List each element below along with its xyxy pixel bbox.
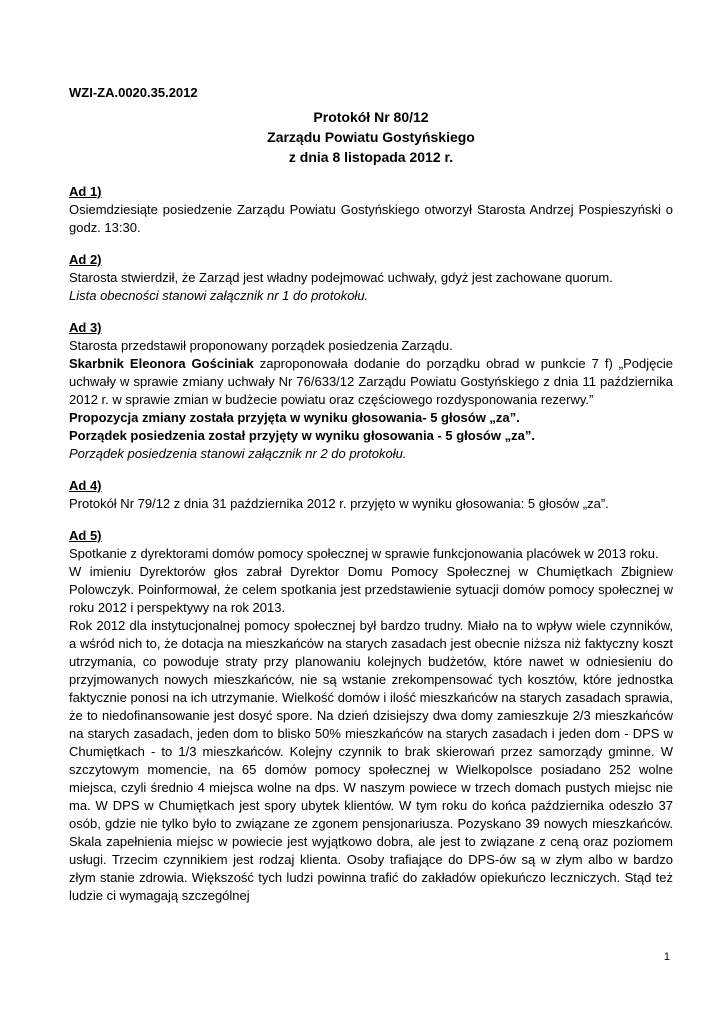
reference-number: WZI-ZA.0020.35.2012 [69,85,198,100]
section-heading: Ad 4) [69,478,102,493]
section-ad2 [69,251,673,305]
section-heading: Ad 5) [69,528,102,543]
section-heading: Ad 1) [69,184,102,199]
title-line-2: Zarządu Powiatu Gostyńskiego [267,129,475,145]
attachment-note: Lista obecności stanowi załącznik nr 1 do protokołu. [69,288,369,303]
section-text: Starosta stwierdził, że Zarząd jest władny podejmować uchwały, gdyż jest zachowane quorum. [69,270,613,285]
paragraph-2: W imieniu Dyrektorów głos zabrał Dyrektor Domu Pomocy Społecznej w Chumiętkach Zbigniew Polowczyk. Poinformował, że celem spotkania jest przedstawienie sytuacji domów pomocy społecznej w roku 2012 i perspektywy na rok 2013. [69,564,673,615]
treasurer-name: Skarbnik Eleonora Gościniak [69,356,254,371]
section-text: Starosta przedstawił proponowany porządek posiedzenia Zarządu. [69,338,453,353]
section-heading: Ad 2) [69,252,102,267]
page-number: 1 [663,951,670,963]
title-line-3: z dnia 8 listopada 2012 r. [288,149,454,165]
section-heading: Ad 3) [69,320,102,335]
attachment-note: Porządek posiedzenia stanowi załącznik nr 2 do protokołu. [69,446,407,461]
section-text: Osiemdziesiąte posiedzenie Zarządu Powiatu Gostyńskiego otworzył Starosta Andrzej Pospieszyński o godz. 13:30. [69,202,673,235]
treasurer-proposal [69,355,673,409]
section-text: Protokół Nr 79/12 z dnia 31 października 2012 r. przyjęto w wyniku głosowania: 5 głosów „za”. [69,496,609,511]
treasurer-proposal-text: zaproponowała dodanie do porządku obrad w punkcie 7 f) „Podjęcie uchwały w sprawie zmiany uchwały Nr 76/633/12 Zarządu Powiatu Gostyńskiego z dnia 11 października 2012 r. w sprawie zmian w budżecie powiatu oraz częściowego rozdysponowania rezerwy.” [69,356,673,407]
section-ad1 [69,183,673,237]
paragraph-1: Spotkanie z dyrektorami domów pomocy społecznej w sprawie funkcjonowania placówek w 2013 roku. [69,546,659,561]
section-ad4 [69,477,673,513]
section-ad5 [69,527,673,905]
vote-result-2: Porządek posiedzenia został przyjęty w wyniku głosowania - 5 głosów „za”. [69,428,535,443]
paragraph-3: Rok 2012 dla instytucjonalnej pomocy społecznej był bardzo trudny. Miało na to wpływ wiele czynników, a wśród nich to, że dotacja na mieszkańców na starych zasadach jest obecnie niższa niż faktyczny koszt utrzymania, co powoduje straty przy planowaniu kolejnych budżetów, które nawet w odniesieniu do przyjmowanych nowych mieszkańców, nie są wstanie zrekompensować tych kosztów, które jednostka faktycznie ponosi na ich utrzymanie. Wielkość domów i ilość mieszkańców na starych zasadach sprawia, że to niedofinansowanie jest dosyć spore. Na dzień dzisiejszy dwa domy zamieszkuje 2/3 mieszkańców na starych zasadach, jeden dom to blisko 50% mieszkańców na starych zasadach i jeden dom - DPS w Chumiętkach - to 1/3 mieszkańców. Kolejny czynnik to brak skierowań przez samorządy gminne. W szczytowym momencie, na 65 domów pomocy społecznej w Wielkopolsce posiadano 252 wolne miejsca, czyli średnio 4 miejsca wolne na dps. W naszym powiece w trzech domach pustych miejsc nie ma. W DPS w Chumiętkach jest spory ubytek klientów. W tym roku do końca października odeszło 37 osób, gdzie nie tylko było to związane ze zgonem pensjonariusza. Pozyskano 39 nowych mieszkańców. Skala zapełnienia miejsc w powiecie jest wyjątkowo dobra, ale jest to związane z ceną oraz poziomem usługi. Trzecim czynnikiem jest rodzaj klienta. Osoby trafiające do DPS-ów są w złym albo w bardzo złym stanie zdrowia. Większość tych ludzi powinna trafić do zakładów opiekuńczo leczniczych. Stąd też ludzie ci wymagają szczególnej [69,618,673,903]
section-ad3 [69,319,673,463]
title-line-1: Protokół Nr 80/12 [313,109,429,125]
vote-result-1: Propozycja zmiany została przyjęta w wyniku głosowania- 5 głosów „za”. [69,410,520,425]
document-body [69,84,673,905]
